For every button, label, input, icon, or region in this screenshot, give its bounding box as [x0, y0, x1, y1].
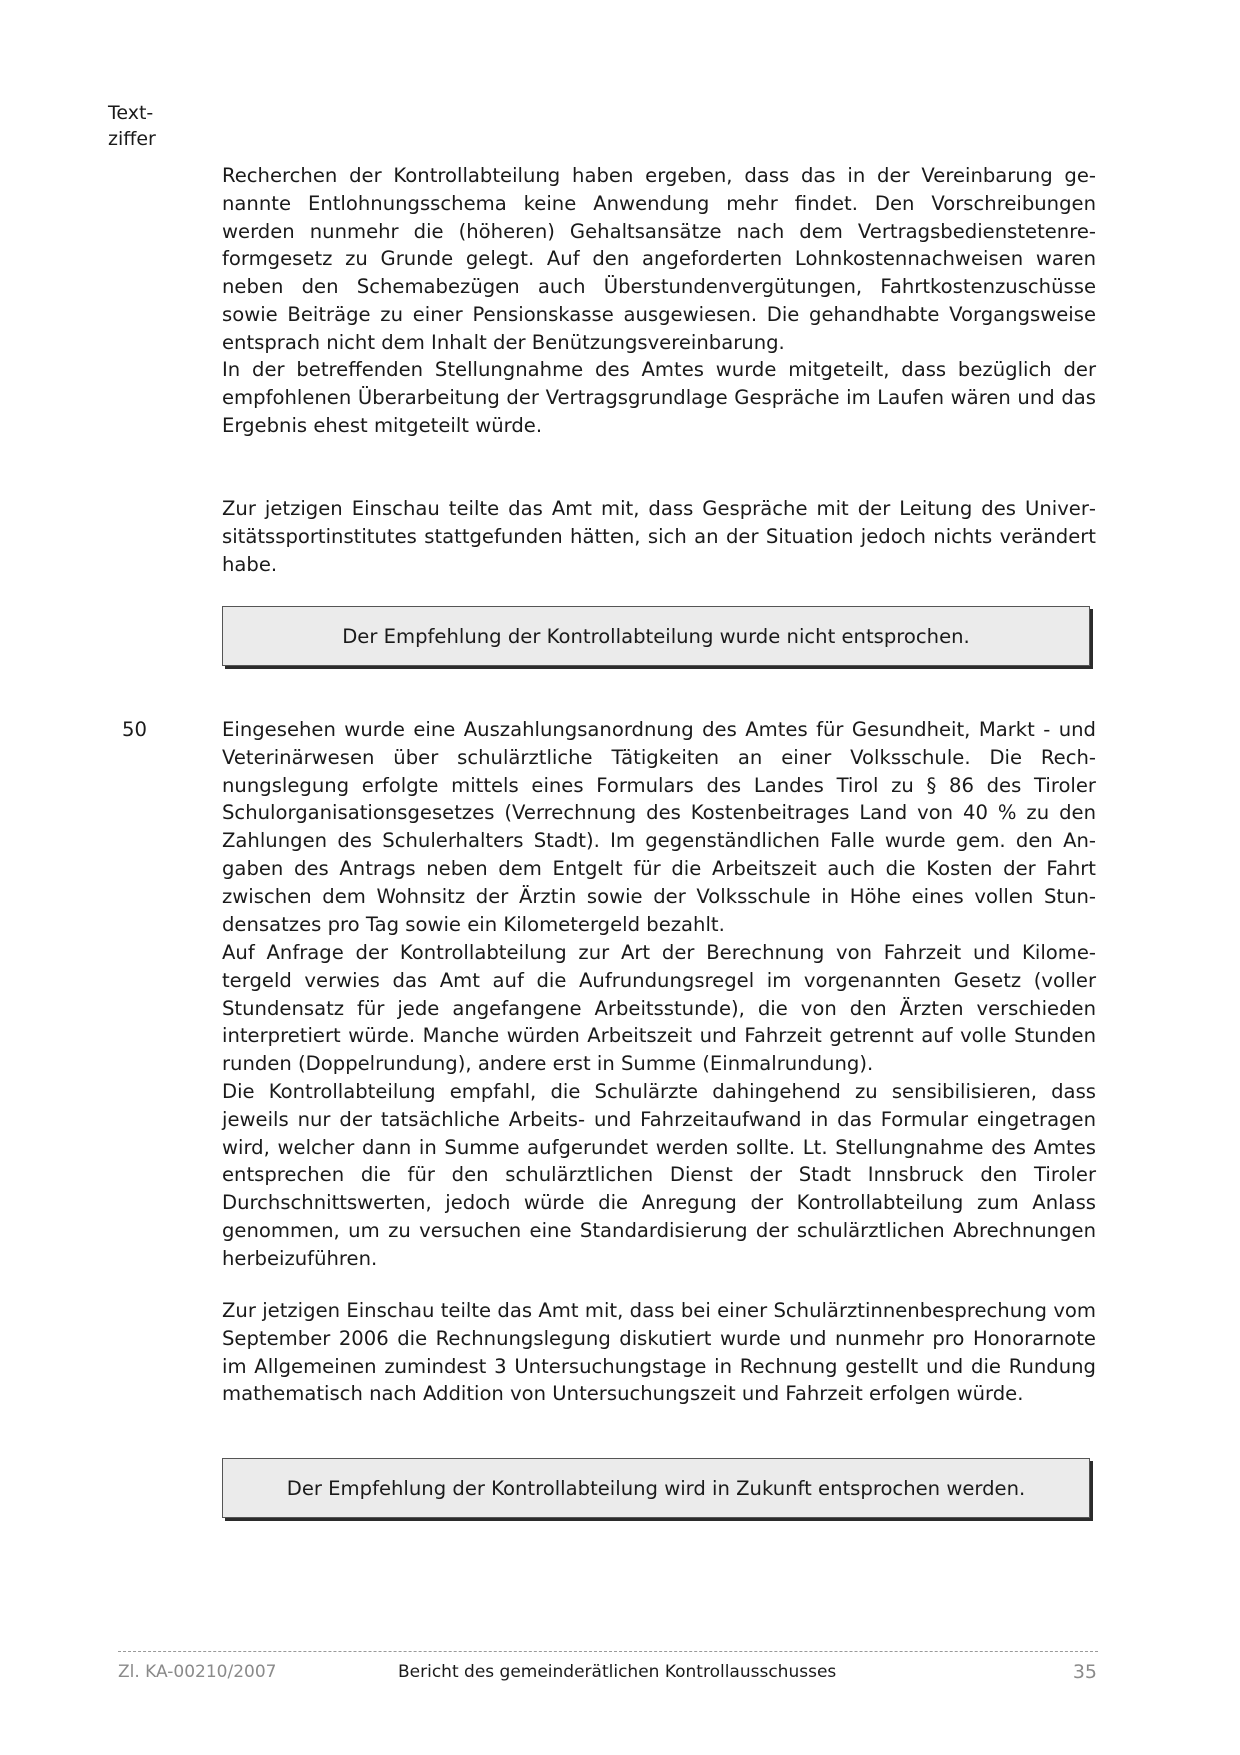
paragraph-einschau-1: Zur jetzigen Einschau teilte das Amt mit, dass Gespräche mit der Leitung des Universitätssportinstitutes stattgefunden hätten, sich an der Situation jedoch nichts verändert habe.: [222, 497, 1096, 576]
paragraph-empfehlung: Die Kontrollabteilung empfahl, die Schulärzte dahingehend zu sensibilisieren, dass jeweils nur der tatsächliche Arbeits- und Fahrzeitaufwand in das Formular eingetragen wird, welcher dann in Summe aufgerundet werden sollte. Lt. Stellungnahme des Amtes entsprechen die für den schulärztlichen Dienst der Stadt Innsbruck den Tiroler Durchschnittswerten, jedoch würde die Anregung der Kontrollabteilung zum Anlass genommen, um zu versuchen eine Standardisierung der schulärztlichen Abrechnungen herbeizuführen.: [222, 1080, 1096, 1270]
page-number: 35: [1072, 1661, 1097, 1683]
paragraph-auszahlungsanordnung: Eingesehen wurde eine Auszahlungsanordnung des Amtes für Gesundheit, Markt - und Veterinärwesen über schulärztliche Tätigkeiten an einer Volksschule. Die Rechnungslegung erfolgte mittels eines Formulars des Landes Tirol zu § 86 des Tiroler Schulorganisationsgesetzes (Verrechnung des Kostenbeitrages Land von 40 % zu den Zahlungen des Schulerhalters Stadt). Im gegenständlichen Falle wurde gem. den Angaben des Antrags neben dem Entgelt für die Arbeitszeit auch die Kosten der Fahrt zwischen dem Wohnsitz der Ärztin sowie der Volksschule in Höhe eines vollen Stundensatzes pro Tag sowie ein Kilometergeld bezahlt.: [222, 718, 1096, 936]
result-box-not-followed: Der Empfehlung der Kontrollabteilung wurde nicht entsprochen.: [222, 606, 1090, 666]
paragraph-einschau-2: Zur jetzigen Einschau teilte das Amt mit, dass bei einer Schulärztinnenbesprechung vom September 2006 die Rechnungslegung diskutiert wurde und nunmehr pro Honorarnote im Allgemeinen zumindest 3 Untersuchungstage in Rechnung gestellt und die Rundung mathematisch nach Addition von Untersuchungszeit und Fahrzeit erfolgen würde.: [222, 1299, 1096, 1406]
result-box-future: Der Empfehlung der Kontrollabteilung wird in Zukunft entsprochen werden.: [222, 1458, 1090, 1518]
paragraph-recherchen: Recherchen der Kontrollabteilung haben ergeben, dass das in der Vereinbarung genannte Entlohnungsschema keine Anwendung mehr findet. Den Vorschreibungen werden nunmehr die (höheren) Gehaltsansätze nach dem Vertragsbedienstetenreformgesetz zu Grunde gelegt. Auf den angeforderten Lohnkostennachweisen waren neben den Schemabezügen auch Überstundenvergütungen, Fahrtkostenzuschüsse sowie Beiträge zu einer Pensionskasse ausgewiesen. Die gehandhabte Vorgangsweise entsprach nicht dem Inhalt der Benützungsvereinbarung.: [222, 164, 1096, 354]
margin-label-line1: Text-: [108, 102, 154, 124]
footer-reference: Zl. KA-00210/2007: [118, 1662, 277, 1682]
margin-label-textziffer: [108, 100, 156, 152]
paragraph-number-50: 50: [122, 718, 147, 741]
paragraph-stellungnahme: In der betreffenden Stellungnahme des Amtes wurde mitgeteilt, dass bezüglich der empfohlenen Überarbeitung der Vertragsgrundlage Gespräche im Laufen wären und das Ergebnis ehest mitgeteilt würde.: [222, 358, 1096, 437]
paragraph-anfrage: Auf Anfrage der Kontrollabteilung zur Art der Berechnung von Fahrzeit und Kilometergeld verwies das Amt auf die Aufrundungsregel im vorgenannten Gesetz (voller Stundensatz für jede angefangene Arbeitsstunde), die von den Ärzten verschieden interpretiert würde. Manche würden Arbeitszeit und Fahrzeit getrennt auf volle Stunden runden (Doppelrundung), andere erst in Summe (Einmalrundung).: [222, 941, 1096, 1076]
footer-divider: [118, 1651, 1098, 1652]
margin-label-line2: ziffer: [108, 128, 156, 150]
footer-title: Bericht des gemeinderätlichen Kontrollausschusses: [398, 1662, 837, 1682]
